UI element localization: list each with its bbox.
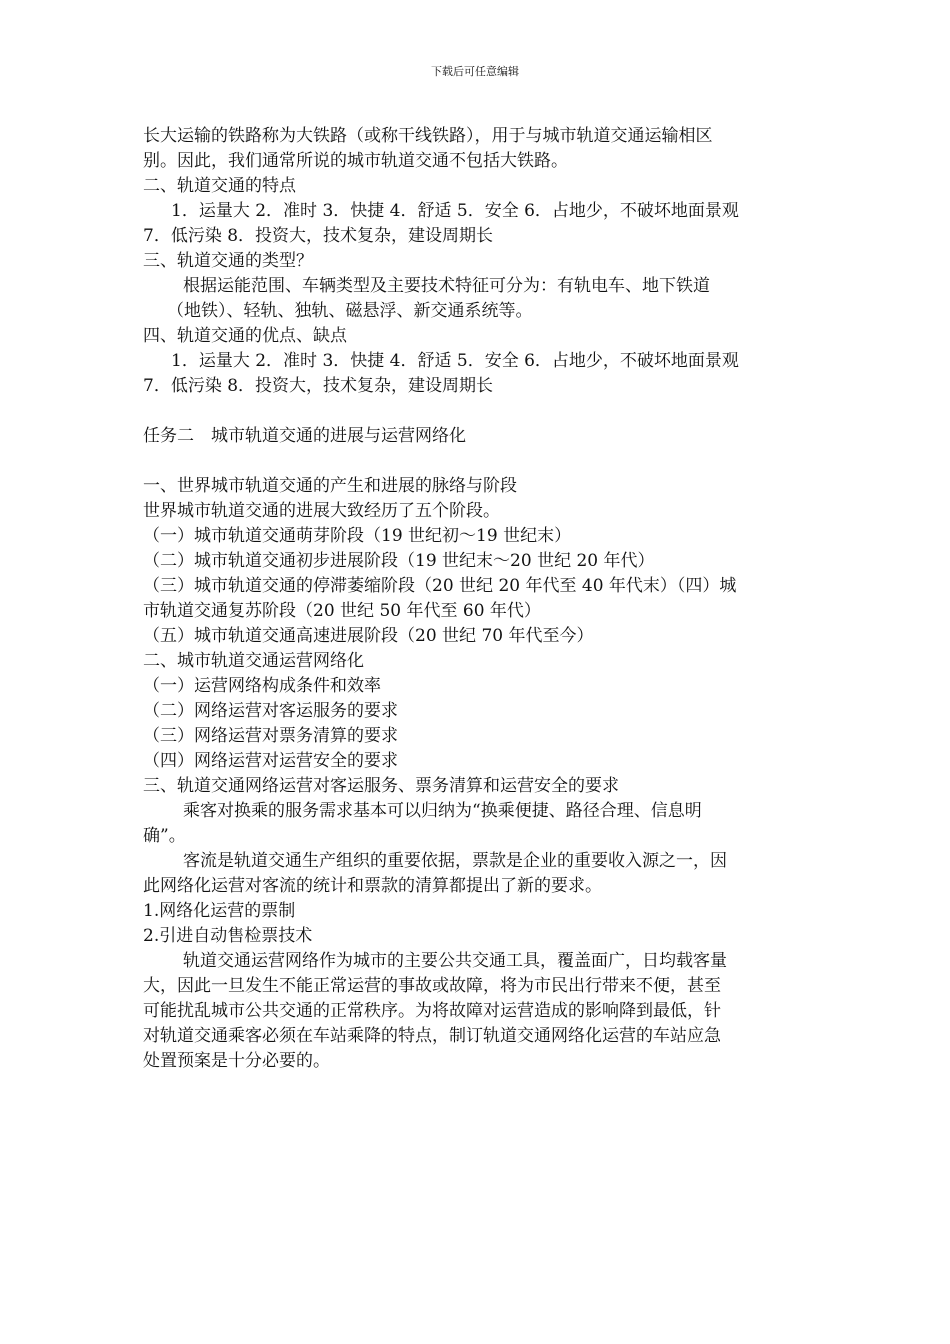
text-line: 可能扰乱城市公共交通的正常秩序。为将故障对运营造成的影响降到最低，针 [143, 1001, 721, 1021]
text-line: 1．运量大 2．准时 3．快捷 4．舒适 5．安全 6．占地少，不破坏地面景观 [171, 201, 739, 221]
text-line: 1.网络化运营的票制 [143, 901, 296, 921]
text-line: 二、城市轨道交通运营网络化 [143, 651, 364, 671]
text-line: 大，因此一旦发生不能正常运营的事故或故障，将为市民出行带来不便，甚至 [143, 976, 721, 996]
text-line: 三、轨道交通网络运营对客运服务、票务清算和运营安全的要求 [143, 776, 619, 796]
page-header: 下载后可任意编辑 [431, 65, 519, 78]
text-line: （地铁）、轻轨、独轨、磁悬浮、新交通系统等。 [167, 301, 533, 321]
text-line: （五）城市轨道交通高速进展阶段（20 世纪 70 年代至今） [143, 626, 594, 646]
text-line: 客流是轨道交通生产组织的重要依据，票款是企业的重要收入源之一，因 [183, 851, 727, 871]
text-line: 7．低污染 8．投资大，技术复杂，建设周期长 [143, 226, 494, 246]
text-line: 此网络化运营对客流的统计和票款的清算都提出了新的要求。 [143, 876, 602, 896]
text-line: 确”。 [143, 826, 186, 846]
text-line: （三）网络运营对票务清算的要求 [143, 726, 398, 746]
text-line: 二、轨道交通的特点 [143, 176, 296, 196]
text-line: 处置预案是十分必要的。 [143, 1051, 330, 1071]
text-line: （一）城市轨道交通萌芽阶段（19 世纪初～19 世纪末） [143, 526, 572, 546]
text-line: 一、世界城市轨道交通的产生和进展的脉络与阶段 [143, 476, 517, 496]
text-line: 别。因此，我们通常所说的城市轨道交通不包括大铁路。 [143, 151, 568, 171]
text-line: 任务二 城市轨道交通的进展与运营网络化 [143, 426, 466, 446]
blank-line [143, 449, 823, 474]
text-line: 市轨道交通复苏阶段（20 世纪 50 年代至 60 年代） [143, 601, 541, 621]
text-line: 对轨道交通乘客必须在车站乘降的特点，制订轨道交通网络化运营的车站应急 [143, 1026, 721, 1046]
text-line: 1．运量大 2．准时 3．快捷 4．舒适 5．安全 6．占地少，不破坏地面景观 [171, 351, 739, 371]
text-line: 7．低污染 8．投资大，技术复杂，建设周期长 [143, 376, 494, 396]
text-line: 2.引进自动售检票技术 [143, 926, 313, 946]
text-line: （四）网络运营对运营安全的要求 [143, 751, 398, 771]
text-line: 乘客对换乘的服务需求基本可以归纳为“换乘便捷、路径合理、信息明 [183, 801, 702, 821]
text-line: 长大运输的铁路称为大铁路（或称干线铁路），用于与城市轨道交通运输相区 [143, 126, 713, 146]
text-line: （三）城市轨道交通的停滞萎缩阶段（20 世纪 20 年代至 40 年代末）（四）城 [143, 576, 737, 596]
document-body [143, 124, 823, 1074]
text-line: 根据运能范围、车辆类型及主要技术特征可分为：有轨电车、地下铁道 [183, 276, 710, 296]
text-line: （二）城市轨道交通初步进展阶段（19 世纪末～20 世纪 20 年代） [143, 551, 655, 571]
text-line: 四、轨道交通的优点、缺点 [143, 326, 347, 346]
blank-line [143, 399, 823, 424]
text-line: 三、轨道交通的类型？ [143, 251, 313, 271]
text-line: 轨道交通运营网络作为城市的主要公共交通工具，覆盖面广，日均载客量 [183, 951, 727, 971]
text-line: 世界城市轨道交通的进展大致经历了五个阶段。 [143, 501, 500, 521]
text-line: （一）运营网络构成条件和效率 [143, 676, 381, 696]
text-line: （二）网络运营对客运服务的要求 [143, 701, 398, 721]
